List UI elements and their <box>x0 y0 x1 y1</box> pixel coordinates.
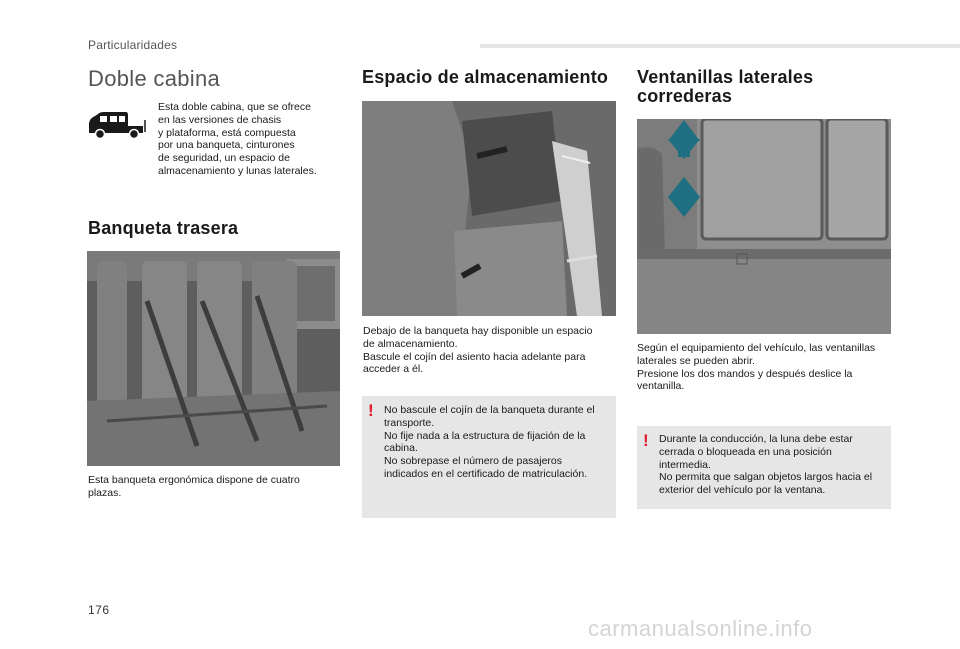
doble-cabina-heading: Doble cabina <box>88 66 221 91</box>
storage-warning-box <box>362 396 616 518</box>
storage-caption: Debajo de la banqueta hay disponible un espacio de almacenamiento. Bascule el cojín del asiento hacia adelante para acceder a él. <box>363 325 593 376</box>
intro-text: Esta doble cabina, que se ofrece en las versiones de chasis y plataforma, está compuesta por una banqueta, cinturones de seguridad, un espacio de almacenamiento y lunas laterales. <box>158 101 317 177</box>
bench-caption: Esta banqueta ergonómica dispone de cuatro plazas. <box>88 474 300 499</box>
rear-bench-photo <box>87 251 340 466</box>
double-cab-truck-icon <box>86 108 152 140</box>
storage-warning-text: No bascule el cojín de la banqueta durante el transporte. No fije nada a la estructura de fijación de la cabina. No sobrepase el número de pasajeros indicados en el certificado de matriculación. <box>384 404 595 480</box>
window-caption: Según el equipamiento del vehículo, las ventanillas laterales se pueden abrir. Presione los dos mandos y después deslice la ventanilla. <box>637 342 876 393</box>
window-warning-text: Durante la conducción, la luna debe estar cerrada o bloqueada en una posición intermedia. No permita que salgan objetos largos hacia el exterior del vehículo por la ventana. <box>659 433 873 497</box>
window-warning-box <box>637 426 891 509</box>
banqueta-heading: Banqueta trasera <box>88 218 239 238</box>
watermark: carmanualsonline.info <box>588 616 813 641</box>
warning-icon: ! <box>643 431 649 450</box>
side-window-photo <box>637 119 891 334</box>
warning-icon: ! <box>368 401 374 420</box>
header-rule <box>480 44 960 48</box>
section-title: Particularidades <box>88 38 178 52</box>
almacenamiento-heading: Espacio de almacenamiento <box>362 67 609 87</box>
page-number: 176 <box>88 603 110 617</box>
ventanillas-heading: Ventanillas laterales correderas <box>637 67 814 106</box>
storage-photo <box>362 101 616 316</box>
